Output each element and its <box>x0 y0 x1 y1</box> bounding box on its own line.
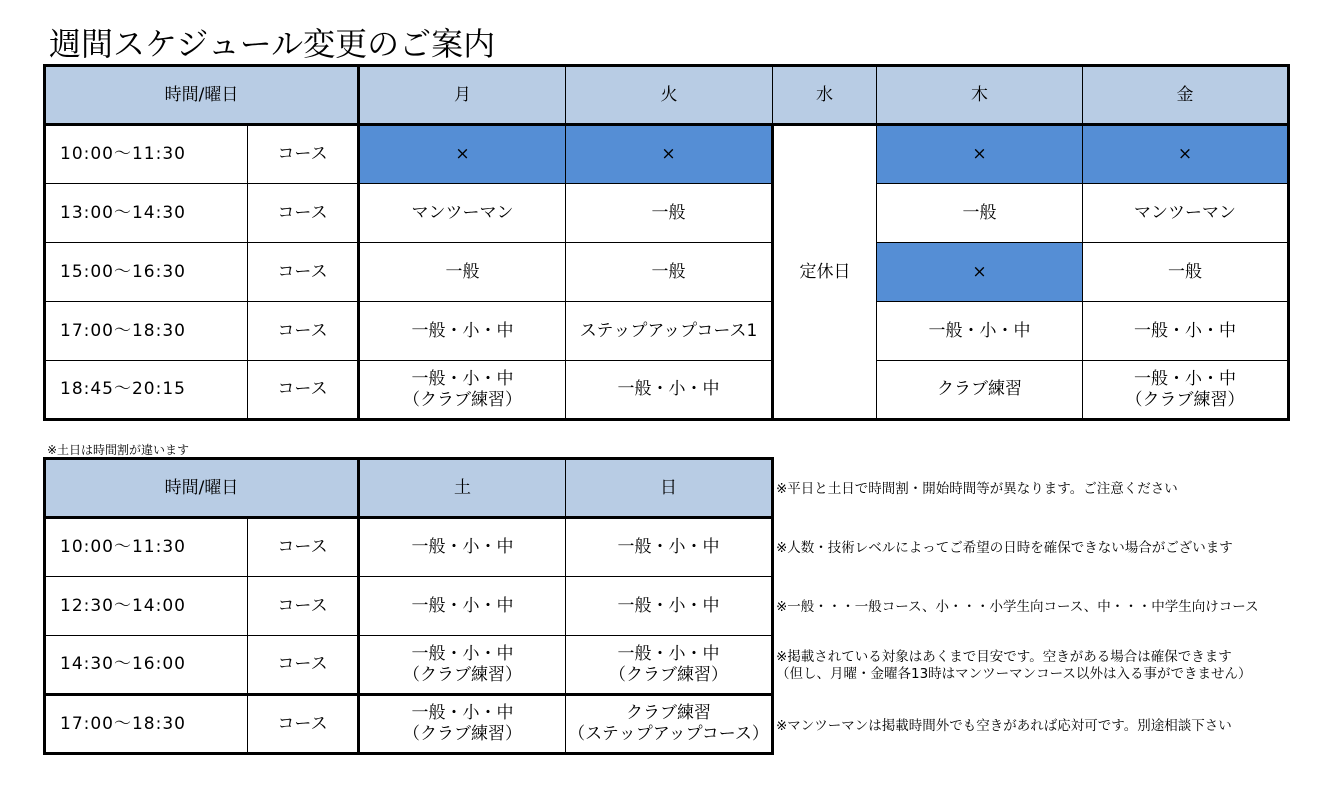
schedule-cell: 一般・小・中 <box>359 518 566 577</box>
schedule-cell: 一般 <box>877 184 1083 243</box>
schedule-cell: × <box>359 125 566 184</box>
schedule-cell: 一般・小・中 <box>877 302 1083 361</box>
time-slot: 18:45〜20:15 <box>45 361 248 420</box>
weekend-schedule-table <box>43 457 774 755</box>
schedule-cell: × <box>1083 125 1289 184</box>
schedule-cell: 一般・小・中 （クラブ練習） <box>1083 361 1289 420</box>
table-row <box>45 125 1289 184</box>
course-label: コース <box>248 302 359 361</box>
course-label: コース <box>248 184 359 243</box>
time-slot: 17:00〜18:30 <box>45 695 248 754</box>
closed-day-cell: 定休日 <box>773 125 877 420</box>
time-slot: 10:00〜11:30 <box>45 125 248 184</box>
course-label: コース <box>248 243 359 302</box>
course-label: コース <box>248 695 359 754</box>
schedule-cell: 一般・小・中 （クラブ練習） <box>359 695 566 754</box>
time-day-header: 時間/曜日 <box>45 459 359 518</box>
schedule-cell: ステップアップコース1 <box>566 302 773 361</box>
weekend-header-row <box>45 459 773 518</box>
schedule-cell: 一般・小・中 <box>359 302 566 361</box>
course-label: コース <box>248 636 359 695</box>
schedule-cell: マンツーマン <box>359 184 566 243</box>
schedule-cell: 一般 <box>359 243 566 302</box>
schedule-cell: 一般 <box>566 243 773 302</box>
time-slot: 14:30〜16:00 <box>45 636 248 695</box>
day-header-mon: 月 <box>359 66 566 125</box>
schedule-cell: 一般・小・中 （クラブ練習） <box>359 636 566 695</box>
day-header-thu: 木 <box>877 66 1083 125</box>
table-row <box>45 243 1289 302</box>
time-slot: 17:00〜18:30 <box>45 302 248 361</box>
weekday-header-row <box>45 66 1289 125</box>
weekend-note: ※土日は時間割が違います <box>47 443 190 457</box>
note-item: （但し、月曜・金曜各13時はマンツーマンコース以外は入る事ができません） <box>776 666 1252 682</box>
weekday-schedule-table <box>43 64 1290 421</box>
table-row <box>45 695 773 754</box>
schedule-cell: クラブ練習 （ステップアップコース） <box>566 695 773 754</box>
schedule-cell: マンツーマン <box>1083 184 1289 243</box>
course-label: コース <box>248 361 359 420</box>
schedule-cell: 一般・小・中 <box>566 361 773 420</box>
schedule-cell: 一般・小・中 <box>566 518 773 577</box>
time-day-header: 時間/曜日 <box>45 66 359 125</box>
table-row <box>45 636 773 695</box>
course-label: コース <box>248 518 359 577</box>
course-label: コース <box>248 125 359 184</box>
schedule-cell: 一般・小・中 （クラブ練習） <box>566 636 773 695</box>
schedule-cell: × <box>566 125 773 184</box>
schedule-cell: 一般・小・中 （クラブ練習） <box>359 361 566 420</box>
schedule-cell: 一般・小・中 <box>359 577 566 636</box>
time-slot: 12:30〜14:00 <box>45 577 248 636</box>
course-label: コース <box>248 577 359 636</box>
note-item: ※掲載されている対象はあくまで目安です。空きがある場合は確保できます <box>776 649 1232 665</box>
note-item: ※一般・・・一般コース、小・・・小学生向コース、中・・・中学生向けコース <box>776 599 1259 615</box>
day-header-fri: 金 <box>1083 66 1289 125</box>
day-header-wed: 水 <box>773 66 877 125</box>
page-title: 週間スケジュール変更のご案内 <box>49 25 496 63</box>
table-row <box>45 577 773 636</box>
schedule-cell: 一般 <box>1083 243 1289 302</box>
schedule-cell: × <box>877 243 1083 302</box>
note-item: ※人数・技術レベルによってご希望の日時を確保できない場合がございます <box>776 540 1233 556</box>
table-row <box>45 361 1289 420</box>
day-header-sat: 土 <box>359 459 566 518</box>
time-slot: 13:00〜14:30 <box>45 184 248 243</box>
note-item: ※平日と土日で時間割・開始時間等が異なります。ご注意ください <box>776 481 1178 497</box>
table-row <box>45 302 1289 361</box>
note-item: ※マンツーマンは掲載時間外でも空きがあれば応対可です。別途相談下さい <box>776 718 1232 734</box>
table-row <box>45 518 773 577</box>
schedule-cell: クラブ練習 <box>877 361 1083 420</box>
day-header-sun: 日 <box>566 459 773 518</box>
schedule-cell: × <box>877 125 1083 184</box>
time-slot: 10:00〜11:30 <box>45 518 248 577</box>
schedule-cell: 一般 <box>566 184 773 243</box>
day-header-tue: 火 <box>566 66 773 125</box>
schedule-cell: 一般・小・中 <box>1083 302 1289 361</box>
time-slot: 15:00〜16:30 <box>45 243 248 302</box>
schedule-cell: 一般・小・中 <box>566 577 773 636</box>
table-row <box>45 184 1289 243</box>
